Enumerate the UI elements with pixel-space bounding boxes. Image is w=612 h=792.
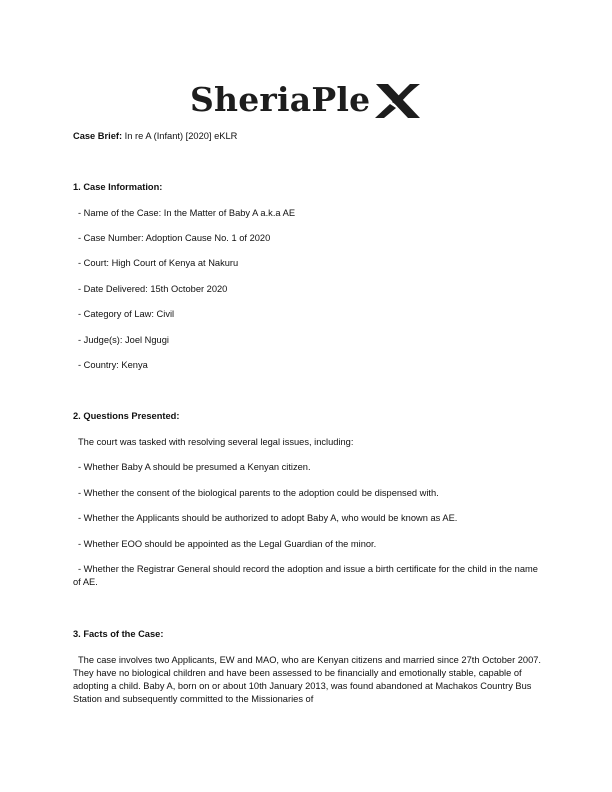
case-brief-value: In re A (Infant) [2020] eKLR (122, 131, 238, 141)
question-item: - Whether Baby A should be presumed a Kenyan citizen. (78, 462, 311, 472)
logo-x-mark-icon (374, 82, 422, 120)
case-info-number: - Case Number: Adoption Cause No. 1 of 2020 (78, 233, 271, 243)
case-brief-label: Case Brief: (73, 131, 123, 141)
case-info-court: - Court: High Court of Kenya at Nakuru (78, 258, 239, 268)
case-brief-line (73, 130, 237, 143)
facts-paragraph: The case involves two Applicants, EW and MAO, who are Kenyan citizens and married since 27th October 2007. They have no biological children and have been assessed to be financially and emotionally stable, capable of adopting a child. Baby A, born on or about 10th January 2013, was found abandoned at Machakos Country Bus Station and subsequently committed to the Missionaries of (73, 655, 542, 704)
case-info-country: - Country: Kenya (78, 360, 148, 370)
question-item: - Whether the Registrar General should record the adoption and issue a birth certificate for the child in the name of AE. (73, 564, 538, 587)
section-heading-questions: 2. Questions Presented: (73, 411, 180, 421)
questions-intro: The court was tasked with resolving several legal issues, including: (78, 437, 354, 447)
case-info-category: - Category of Law: Civil (78, 309, 175, 319)
question-item: - Whether EOO should be appointed as the Legal Guardian of the minor. (78, 539, 377, 549)
question-item: - Whether the consent of the biological parents to the adoption could be dispensed with. (78, 488, 439, 498)
logo-wordmark: SheriaPle (190, 80, 371, 119)
case-info-name: - Name of the Case: In the Matter of Baby A a.k.a AE (78, 208, 296, 218)
question-item: - Whether the Applicants should be authorized to adopt Baby A, who would be known as AE. (78, 513, 458, 523)
case-info-date: - Date Delivered: 15th October 2020 (78, 284, 228, 294)
section-heading-facts: 3. Facts of the Case: (73, 629, 164, 639)
case-info-judges: - Judge(s): Joel Ngugi (78, 335, 169, 345)
sheriaplex-logo (190, 78, 422, 122)
section-heading-case-information: 1. Case Information: (73, 182, 163, 192)
